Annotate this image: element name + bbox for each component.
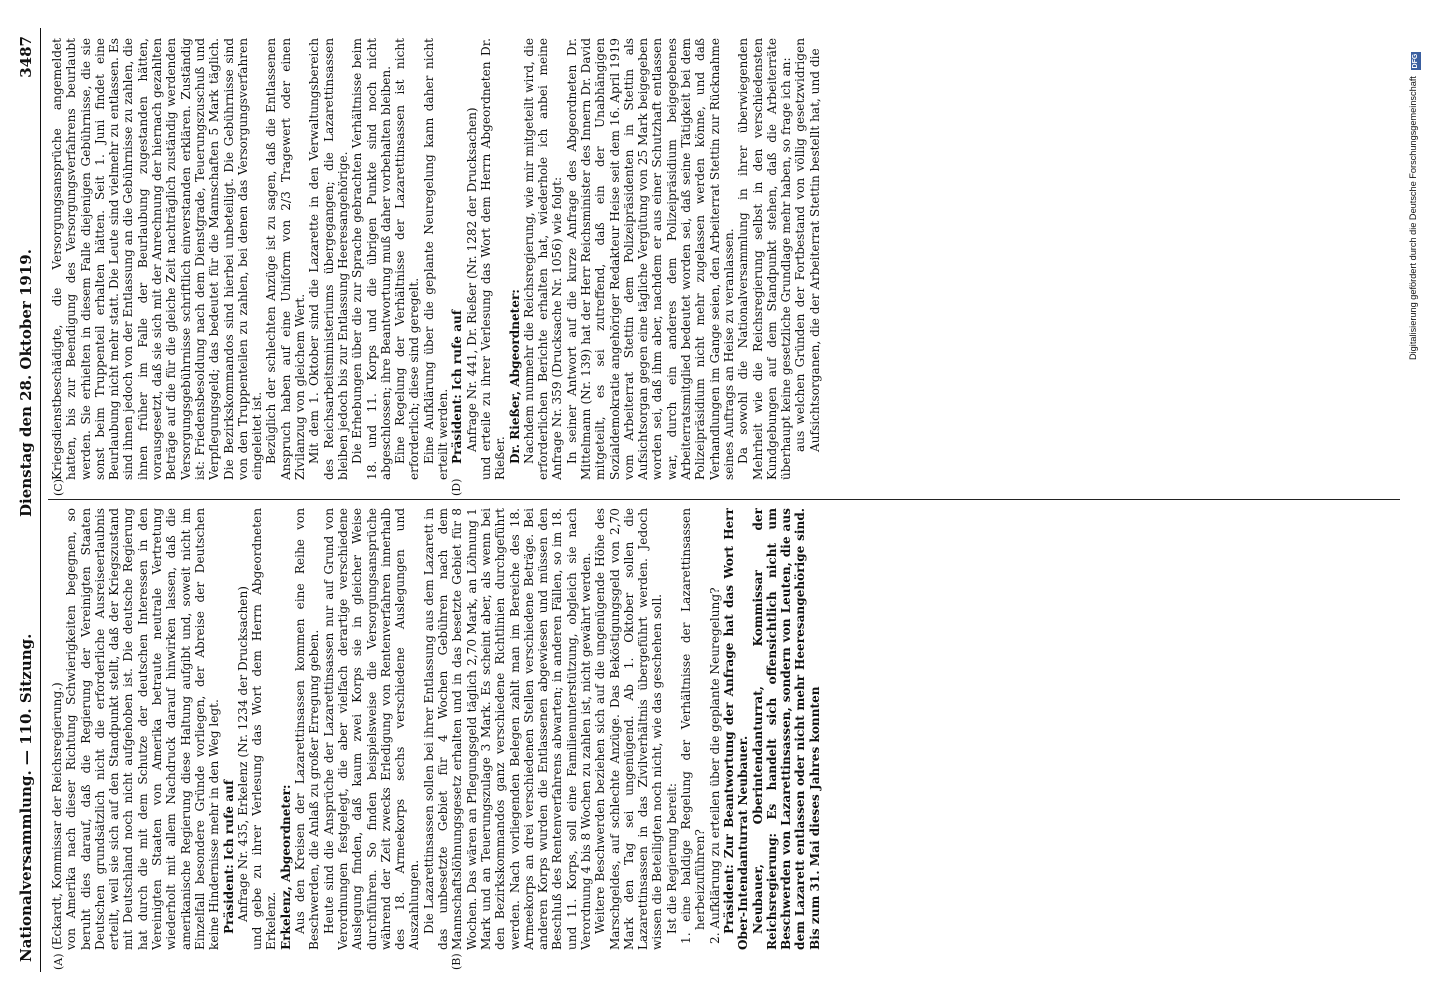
speaker-name: Erkelenz, Abgeordneter:	[278, 784, 293, 950]
header-left: Nationalversammlung. — 110. Sitzung.	[17, 633, 35, 962]
page-number: 3487	[17, 36, 35, 78]
paragraph: Kriegsdienstbeschädigte, die Versorgungsansprüche angemeldet hatten, bis zur Beendigung des Versorgungsverfahrens beurlaubt werden. Sie erhielten in diesem Falle diejenigen Gebührnisse, die sie sonst beim Truppenteil erhalten hätten. Seit 1. Juni findet eine Beurlaubung nicht mehr statt. Die Leute sind vielmehr zu entlassen. Es sind ihnen jedoch von der Entlassung an die Gebührnisse zu zahlen, die ihnen früher im Falle der Beurlaubung zugestanden hätten, vorausgesetzt, daß sie sich mit der Anrechnung der hiernach gezahlten Beträge auf die für die gleiche Zeit nachträglich zuständig werdenden Versorgungsgebührnisse schriftlich einverstanden erklären. Zuständig ist: Friedensbesoldung nach dem Dienstgrade, Teuerungszuschuß und Verpflegungsgeld; das bedeutet für die Mannschaften 5 Mark täglich. Die Bezirkskommandos sind hierbei unbeteiligt. Die Gebührnisse sind von den Truppenteilen zu zahlen, bei denen das Versorgungsverfahren eingeleitet ist.	[50, 38, 265, 480]
dfg-logo: DFG	[1412, 53, 1419, 69]
paragraph-president	[722, 508, 751, 950]
paragraph: aus welchen Gründen der Fortbestand von völlig gesetzwidrigen Aufsichtsorganen, die der Arbeiterrat Stettin bestellt hat, und die	[793, 38, 822, 452]
paragraph-speaker	[751, 508, 822, 950]
paragraph: Eine Regelung der Verhältnisse der Lazarettinsassen ist nicht erforderlich; diese sind geregelt.	[393, 38, 422, 480]
paragraph-president	[222, 508, 236, 950]
paragraph: Aus den Kreisen der Lazarettinsassen kommen eine Reihe von Beschwerden, die Anlaß zu großer Erregung geben.	[293, 508, 322, 950]
paragraph: und gebe zu ihrer Verlesung das Wort dem Herrn Abgeordneten Erkelenz.	[250, 508, 279, 950]
page-header	[14, 28, 41, 972]
paragraph: Nachdem nunmehr die Reichsregierung, wie mir mitgeteilt wird, die erforderlichen Berichte erhalten hat, wiederhole ich anbei meine Anfrage Nr. 359 (Drucksache Nr. 1056) wie folgt:	[521, 38, 565, 480]
paragraph: Mit dem 1. Oktober sind die Lazarette in den Verwaltungsbereich des Reichsarbeitsministeriums übergegangen; die Lazarettinsassen bleiben jedoch bis zur Entlassung Heeresangehörige.	[307, 38, 350, 480]
left-column	[50, 508, 1330, 950]
paragraph: von Amerika nach dieser Richtung Schwierigkeiten begegnen, so beruht dies darauf, daß die Regierung der Vereinigten Staaten Deutschen grundsätzlich nicht die erforderliche Ausreiseerlaubnis erteilt, weil sie sich auf den Standpunkt stellt, daß der Kriegszustand mit Deutschland noch nicht aufgehoben ist. Die deutsche Regierung hat durch die mit dem Schutze der deutschen Interessen in den Vereinigten Staaten von Amerika betraute neutrale Vertretung wiederholt mit allem Nachdruck darauf hinwirken lassen, daß die amerikanische Regierung diese Haltung aufgibt und, soweit nicht im Einzelfall besondere Gründe vorliegen, der Abreise der Deutschen keine Hindernisse mehr in den Weg legt.	[64, 508, 222, 950]
paragraph: Heute sind die Ansprüche der Lazarettinsassen nur auf Grund von Verordnungen festgelegt, die aber vielfach derartige verschiedene Auslegung finden, daß kaum zwei Korps sie in gleicher Weise durchführen. So finden beispielsweise die Versorgungsansprüche während der Zeit zwecks Erledigung von Rentenverfahren innerhalb des 18. Armeekorps sechs verschiedene Auslegungen und Auszahlungen.	[321, 508, 422, 950]
paragraph: Eine Aufklärung über die geplante Neuregelung kann daher nicht erteilt werden.	[421, 38, 451, 480]
speaker-heading	[279, 508, 293, 950]
paragraph: Ist die Regierung bereit:	[664, 783, 679, 934]
paragraph: Da sowohl die Nationalversammlung in ihrer überwiegenden Mehrheit wie die Reichsregierung selbst in den verschiedensten Kundgebungen auf dem Standpunkt stehen, daß die Arbeiterräte überhaupt keine gesetzliche Grundlage mehr haben, so frage ich an:	[736, 38, 794, 480]
list-item: 1. eine baldige Regelung der Verhältnisse der Lazarettinsassen herbeizuführen?	[679, 508, 708, 944]
paragraph: In seiner Antwort auf die kurze Anfrage des Abgeordneten Dr. Mittelmann (Nr. 139) hat der Herr Reichsminister des Innern Dr. David mitgeteilt, es sei zutreffend, daß ein der Unabhängigen Sozialdemokratie angehöriger Redakteur Heise seit dem 16. April 1919 vom Arbeiterrat Stettin dem Polizeipräsidenten in Stettin als Aufsichtsorgan gegen eine tägliche Vergütung von 25 Mark beigegeben worden sei, daß ihm aber, nachdem er aus einer Schutzhaft entlassen war, durch ein anderes dem Polizeipräsidium beigegebenes Arbeiterratsmitglied bedeutet worden sei, daß seine Tätigkeit bei dem Polizeipräsidium nicht mehr zugelassen werden könne, und daß Verhandlungen im Gange seien, den Arbeiterrat Stettin zur Rücknahme seines Auftrags an Heise zu veranlassen.	[564, 38, 736, 480]
paragraph: Anfrage Nr. 441, Dr. Rießer (Nr. 1282 der Drucksachen)	[464, 107, 479, 452]
paragraph: Bezüglich der schlechten Anzüge ist zu sagen, daß die Entlassenen Anspruch haben auf eine Uniform von 2/3 Tragewert oder einen Zivilanzug von gleichem Wert.	[264, 38, 308, 480]
speaker-heading	[508, 38, 522, 480]
paragraph-text: Präsident: Zur Beantwortung der Anfrage hat das Wort Herr Ober-Intendanturrat Neubauer.	[721, 508, 751, 950]
right-column	[50, 38, 1330, 480]
paragraph: und erteile zu ihrer Verlesung das Wort dem Herrn Abgeordneten Dr. Rießer.	[478, 38, 508, 480]
speaker-note: (Eckardt, Kommissar der Reichsregierung.)	[50, 682, 64, 950]
margin-marker-c: (C)	[52, 479, 65, 496]
paragraph: Weitere Beschwerden beziehen sich auf die ungenügende Höhe des Marschgeldes, auf schlechte Anzüge. Das Beköstigungsgeld von 2,70 Mark den Tag sei ungenügend. Ab 1. Oktober sollen die Lazarettinsassen in das Zivilverhältnis übergeführt werden. Jedoch wissen die Beteiligten noch nicht, wie das geschehen soll.	[593, 508, 665, 950]
paragraph-text: Präsident: Ich rufe auf	[221, 779, 236, 934]
paragraph: Die Lazarettinsassen sollen bei ihrer Entlassung aus dem Lazarett in das unbesetzte Gebiet für 4 Wochen Gebühren nach dem Mannschaftslöhnungsgesetz erhalten und in das besetzte Gebiet für 8 Wochen. Das wären an Pflegungsgeld täglich 2,70 Mark, an Löhnung 1 Mark und an Teuerungszulage 3 Mark. Es scheint aber, als wenn bei den Bezirkskommandos ganz verschiedene Richtlinien durchgeführt werden. Nach vorliegenden Belegen zahlt man im Bereiche des 18. Armeekorps an drei verschiedenen Stellen verschiedene Beträge. Bei anderen Korps wurden die Entlassenen abgewiesen und müssen den Beschluß des Rentenverfahrens abwarten; in anderen Fällen, so im 18. und 11. Korps, soll eine Familienunterstützung, obgleich sie nach Verordnung 4 bis 8 Wochen zu zahlen ist, nicht gewährt werden.	[421, 508, 593, 950]
paragraph-president	[450, 38, 464, 480]
margin-marker-d: (D)	[450, 478, 463, 496]
column-divider	[48, 499, 1400, 500]
margin-marker-b: (B)	[450, 953, 463, 970]
paragraph-text: Präsident: Ich rufe auf	[450, 309, 465, 464]
paragraph-text: Neubauer, Oberintendanturrat, Kommissar der Reichsregierung: Es handelt sich offensichtlich nicht um Beschwerden von Lazarettinsassen, sondern von Leuten, die aus dem Lazarett entlassen oder nicht mehr Heeresangehörige sind. Bis zum 31. Mai dieses Jahres konnten	[750, 508, 822, 950]
paragraph: Die Erhebungen über die zur Sprache gebrachten Verhältnisse beim 18. und 11. Korps und die übrigen Punkte sind noch nicht abgeschlossen; ihre Beantwortung muß daher vorbehalten bleiben.	[350, 38, 393, 480]
header-center: Dienstag den 28. Oktober 1919.	[17, 249, 35, 517]
credit-text: Digitalisierung gefördert durch die Deutsche Forschungsgemeinschaft	[1408, 76, 1418, 360]
digitization-credit	[1408, 0, 1420, 360]
list-item: 2. Aufklärung zu erteilen über die geplante Neuregelung?	[707, 587, 722, 944]
speaker-name: Dr. Rießer, Abgeordneter:	[507, 289, 522, 464]
paragraph: Anfrage Nr. 435, Erkelenz (Nr. 1234 der Drucksachen)	[235, 586, 250, 922]
margin-marker-a: (A)	[52, 953, 65, 970]
